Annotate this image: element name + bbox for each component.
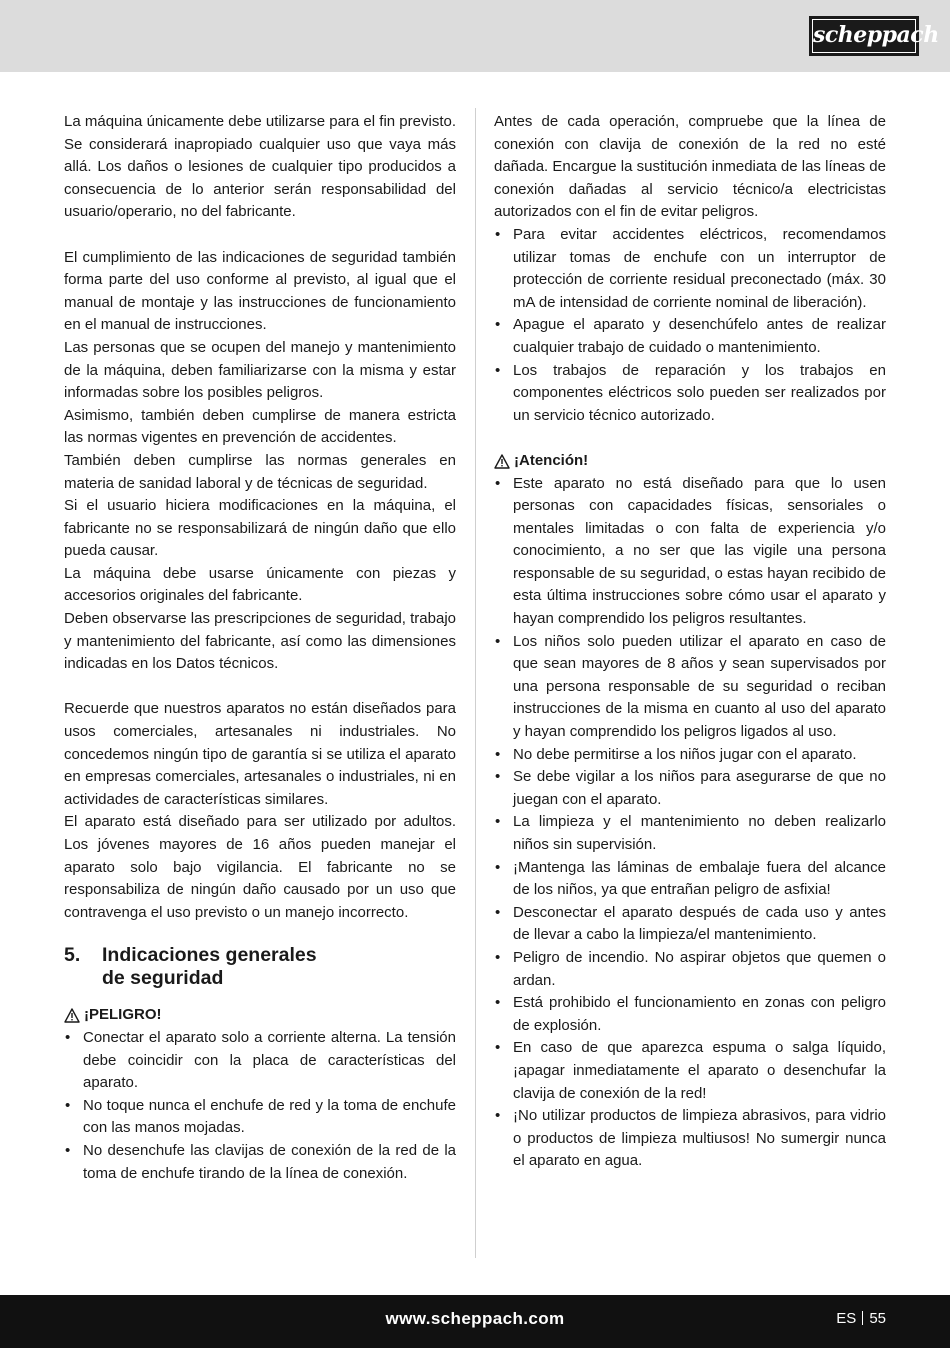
section-title-line: Indicaciones generales bbox=[102, 944, 317, 967]
attention-heading bbox=[494, 450, 886, 473]
warning-triangle-icon bbox=[64, 1008, 80, 1023]
list-item: • Desconectar el aparato después de cada uso y antes de llevar a cabo la limpieza/el mantenimiento. bbox=[495, 903, 886, 944]
brand-logo bbox=[809, 16, 939, 56]
footer-url[interactable]: www.scheppach.com bbox=[385, 1309, 565, 1328]
brand-logo-text: scheppach bbox=[812, 19, 916, 53]
paragraph: Si el usuario hiciera modificaciones en la máquina, el fabricante no se responsabilizará de ningún daño que ello pueda causar. bbox=[64, 497, 456, 560]
list-item: • Para evitar accidentes eléctricos, recomendamos utilizar tomas de enchufe con un interruptor de protección de corriente residual preconectado (máx. 30 mA de intensidad de corriente nominal de liberación). bbox=[495, 225, 886, 311]
section-heading bbox=[64, 944, 456, 990]
paragraph: El aparato está diseñado para ser utilizado por adultos. Los jóvenes mayores de 16 años pueden manejar el aparato solo bajo vigilancia. El fabricante no se responsabiliza de ningún daño causado por un uso que contravenga el uso previsto o un manejo incorrecto. bbox=[64, 813, 456, 921]
section-title-line: de seguridad bbox=[102, 967, 224, 990]
warning-triangle-icon bbox=[494, 454, 510, 469]
list-item: • Este aparato no está diseñado para que lo usen personas con capacidades físicas, sensoriales o mentales limitadas o con falta de experiencia y/o conocimiento, a no ser que las vigile una persona responsable de su seguridad, o estas hayan recibido de esta última instrucciones sobre cómo usar el aparato y hayan comprendido los peligros resultantes. bbox=[495, 474, 886, 628]
paragraph: El cumplimiento de las indicaciones de seguridad también forma parte del uso conforme al previsto, al igual que el manual de montaje y las instrucciones de funcionamiento en el manual de instrucciones. bbox=[64, 248, 456, 334]
column-divider bbox=[475, 108, 476, 1258]
attention-label: ¡Atención! bbox=[514, 451, 589, 469]
list-item: • Apague el aparato y desenchúfelo antes de realizar cualquier trabajo de cuidado o mantenimiento. bbox=[495, 316, 886, 356]
paragraph: También deben cumplirse las normas generales en materia de sanidad laboral y de técnicas de seguridad. bbox=[64, 451, 456, 492]
list-item: • Conectar el aparato solo a corriente alterna. La tensión debe coincidir con la placa de características del aparato. bbox=[65, 1028, 456, 1092]
right-column bbox=[494, 111, 886, 1173]
left-column bbox=[64, 111, 456, 1185]
language-code: ES bbox=[836, 1310, 857, 1327]
list-item: • La limpieza y el mantenimiento no deben realizarlo niños sin supervisión. bbox=[495, 813, 886, 853]
electrical-list bbox=[494, 224, 886, 427]
page-separator bbox=[862, 1311, 863, 1325]
paragraph: La máquina debe usarse únicamente con piezas y accesorios originales del fabricante. bbox=[64, 564, 456, 605]
list-item: • Se debe vigilar a los niños para asegurarse de que no juegan con el aparato. bbox=[495, 768, 886, 808]
paragraph: Asimismo, también deben cumplirse de manera estricta las normas vigentes en prevención de accidentes. bbox=[64, 406, 456, 447]
paragraph: Recuerde que nuestros aparatos no están diseñados para usos comerciales, artesanales ni industriales. No concedemos ningún tipo de garantía si se utiliza el aparato en empresas comerciales, artesanales o industriales, ni en actividades de características similares. bbox=[64, 700, 456, 808]
list-item: • Los trabajos de reparación y los trabajos en componentes eléctricos solo pueden ser realizados por un servicio técnico autorizado. bbox=[495, 361, 886, 424]
footer-bar bbox=[0, 1295, 950, 1348]
paragraph: Antes de cada operación, compruebe que la línea de conexión con clavija de conexión de la red no esté dañada. Encargue la sustitución inmediata de las líneas de conexión dañadas al servicio técnico/a electricistas autorizados con el fin de evitar peligros. bbox=[494, 113, 886, 221]
danger-list bbox=[64, 1027, 456, 1185]
list-item: • No desenchufe las clavijas de conexión de la red de la toma de enchufe tirando de la línea de conexión. bbox=[65, 1141, 456, 1182]
list-item: • En caso de que aparezca espuma o salga líquido, ¡apagar inmediatamente el aparato o desenchufar la clavija de conexión de la red! bbox=[495, 1039, 886, 1102]
danger-label: ¡PELIGRO! bbox=[84, 1006, 162, 1024]
list-item: • Los niños solo pueden utilizar el aparato en caso de que sean mayores de 8 años y sean supervisados por una persona responsable de su seguridad o reciban instrucciones de la misma en cuanto al uso del aparato y hayan comprendido los peligros ligados al uso. bbox=[495, 632, 886, 741]
paragraph: La máquina únicamente debe utilizarse para el fin previsto. Se considerará inapropiado cualquier uso que vaya más allá. Los daños o lesiones de cualquier tipo producidos a consecuencia de lo anterior serán responsabilidad del usuario/operario, no del fabricante. bbox=[64, 113, 456, 221]
page-number: 55 bbox=[869, 1310, 886, 1327]
list-item: • No debe permitirse a los niños jugar con el aparato. bbox=[495, 745, 857, 763]
list-item: • ¡Mantenga las láminas de embalaje fuera del alcance de los niños, ya que entrañan peligro de asfixia! bbox=[495, 858, 886, 899]
paragraph: Las personas que se ocupen del manejo y mantenimiento de la máquina, deben familiarizarse con la misma y estar informadas sobre los posibles peligros. bbox=[64, 338, 456, 402]
list-item: • ¡No utilizar productos de limpieza abrasivos, para vidrio o productos de limpieza multiusos! No sumergir nunca el aparato en agua. bbox=[495, 1107, 886, 1170]
section-number: 5. bbox=[64, 944, 81, 967]
header-band bbox=[0, 0, 950, 72]
page-indicator bbox=[836, 1310, 886, 1327]
list-item: • No toque nunca el enchufe de red y la toma de enchufe con las manos mojadas. bbox=[65, 1096, 456, 1137]
list-item: • Peligro de incendio. No aspirar objetos que quemen o ardan. bbox=[495, 948, 886, 989]
paragraph: Deben observarse las prescripciones de seguridad, trabajo y mantenimiento del fabricante, así como las dimensiones indicadas en los Datos técnicos. bbox=[64, 610, 456, 673]
list-item: • Está prohibido el funcionamiento en zonas con peligro de explosión. bbox=[495, 994, 886, 1034]
danger-heading bbox=[64, 1004, 456, 1027]
attention-list bbox=[494, 473, 886, 1173]
